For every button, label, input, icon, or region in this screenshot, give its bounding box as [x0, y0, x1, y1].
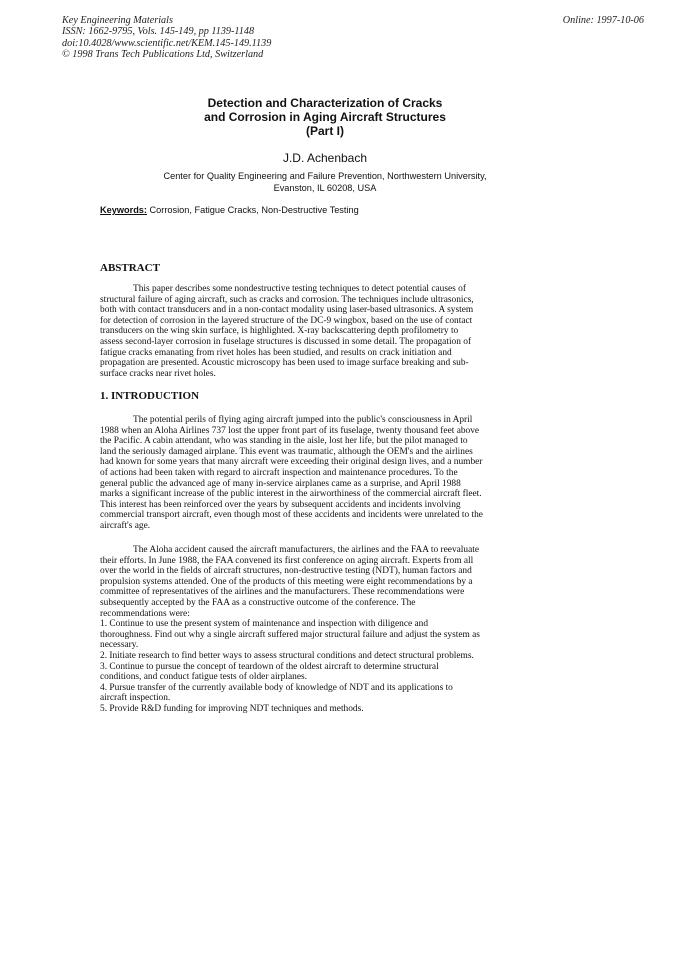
intro-line: the Pacific. A cabin attendant, who was standing in the aisle, lost her life, but the pilot managed to — [100, 436, 468, 447]
abstract-line: propagation are presented. Acoustic microscopy has been used to image surface breaking and sub- — [100, 358, 469, 369]
abstract-line: This paper describes some nondestructive testing techniques to detect potential causes of — [133, 284, 466, 294]
recommendation-item: 4. Pursue transfer of the currently available body of knowledge of NDT and its applications to — [100, 682, 453, 693]
intro-paragraph-1 — [100, 415, 550, 532]
abstract-line: fatigue cracks emanating from rivet holes has been studied, and results on crack initiation and — [100, 347, 452, 358]
paper-title — [150, 96, 500, 138]
abstract-line: assess second-layer corrosion in fuselage structures is discussed in some detail. The propagation of — [100, 336, 472, 347]
intro-line: of actions had been taken with regard to aircraft inspection and maintenance procedures. To the — [100, 467, 458, 478]
intro-paragraph-2 — [100, 545, 550, 715]
intro-line: marks a significant increase of the public interest in the airworthiness of the commercial aircraft fleet. — [100, 489, 482, 500]
intro-line: aircraft's age. — [100, 520, 151, 531]
intro-line: The Aloha accident caused the aircraft manufacturers, the airlines and the FAA to reevaluate — [133, 545, 480, 555]
recommendation-item: 2. Initiate research to find better ways to assess structural conditions and detect structural problems. — [100, 650, 474, 661]
intro-line: subsequently accepted by the FAA as a constructive outcome of the conference. The — [100, 597, 416, 608]
keywords-label: Keywords: — [100, 205, 147, 215]
doi-line: doi:10.4028/www.scientific.net/KEM.145-149.1139 — [62, 37, 272, 49]
intro-line: commercial transport aircraft, even though most of these accidents and incidents were unrelated to the — [100, 510, 483, 521]
abstract-body — [100, 284, 550, 379]
recommendation-item: thoroughness. Find out why a single aircraft suffered major structural failure and adjust the system as — [100, 629, 480, 640]
abstract-line: both with contact transducers and in a non-contact modality using laser-based ultrasonics. A system — [100, 305, 474, 316]
abstract-line: for detection of corrosion in the layered structure of the DC-9 wingbox, based on the use of contact — [100, 315, 473, 326]
issn-line: ISSN: 1662-9795, Vols. 145-149, pp 1139-1148 — [62, 26, 255, 38]
recommendation-item: 3. Continue to pursue the concept of teardown of the oldest aircraft to determine structural — [100, 661, 439, 672]
abstract-line: surface cracks near rivet holes. — [100, 368, 216, 379]
recommendation-item: aircraft inspection. — [100, 693, 171, 704]
title-line: (Part I) — [305, 124, 344, 138]
intro-line: their efforts. In June 1988, the FAA convened its first conference on aging aircraft. Experts from all — [100, 555, 474, 566]
recommendation-item: 5. Provide R&D funding for improving NDT techniques and methods. — [100, 703, 364, 714]
intro-line: land the seriously damaged airplane. This event was traumatic, although the OEM's and the airlines — [100, 446, 473, 457]
abstract-line: structural failure of aging aircraft, such as cracks and corrosion. The techniques include ultrasonics, — [100, 294, 474, 305]
recommendation-item: 1. Continue to use the present system of maintenance and inspection with diligence and — [100, 619, 429, 630]
affiliation — [100, 170, 550, 194]
intro-line: 1988 when an Aloha Airlines 737 lost the upper front part of its fuselage, twenty thousand feet above — [100, 425, 480, 436]
online-date: Online: 1997-10-06 — [562, 15, 644, 26]
journal-meta — [62, 15, 271, 60]
title-line: and Corrosion in Aging Aircraft Structures — [204, 110, 446, 124]
title-line: Detection and Characterization of Cracks — [207, 96, 443, 110]
abstract-heading: ABSTRACT — [100, 262, 160, 274]
keywords — [100, 205, 359, 215]
author-name: J.D. Achenbach — [282, 151, 368, 165]
intro-line: had known for some years that many aircraft were exceeding their original design lives, and a number — [100, 457, 483, 468]
copyright-line: © 1998 Trans Tech Publications Ltd, Switzerland — [62, 48, 264, 60]
introduction-heading: 1. INTRODUCTION — [100, 390, 200, 402]
intro-line: The potential perils of flying aging aircraft jumped into the public's consciousness in April — [133, 415, 473, 425]
intro-line: propulsion systems attended. One of the products of this meeting were eight recommendations by a — [100, 576, 473, 587]
recommendation-item: necessary. — [100, 640, 139, 651]
recommendation-item: conditions, and conduct fatigue tests of older airplanes. — [100, 672, 307, 683]
intro-line: recommendations were: — [100, 608, 190, 619]
intro-line: committee of representatives of the airlines and the manufacturers. These recommendations were — [100, 587, 465, 598]
intro-line: over the world in the fields of aircraft structures, non-destructive testing (NDT), human factors and — [100, 566, 472, 577]
affiliation-line: Evanston, IL 60208, USA — [273, 183, 377, 193]
abstract-line: transducers on the wing skin surface, is highlighted. X-ray backscattering depth profilometry to — [100, 326, 459, 337]
journal-name: Key Engineering Materials — [62, 15, 173, 26]
intro-line: general public the advanced age of many in-service airplanes came as a surprise, and April 1988 — [100, 478, 461, 489]
keywords-text: Corrosion, Fatigue Cracks, Non-Destructive Testing — [146, 205, 359, 215]
affiliation-line: Center for Quality Engineering and Failure Prevention, Northwestern University, — [163, 171, 487, 181]
intro-line: This interest has been reinforced over the years by subsequent accidents and incidents involving — [100, 499, 461, 510]
